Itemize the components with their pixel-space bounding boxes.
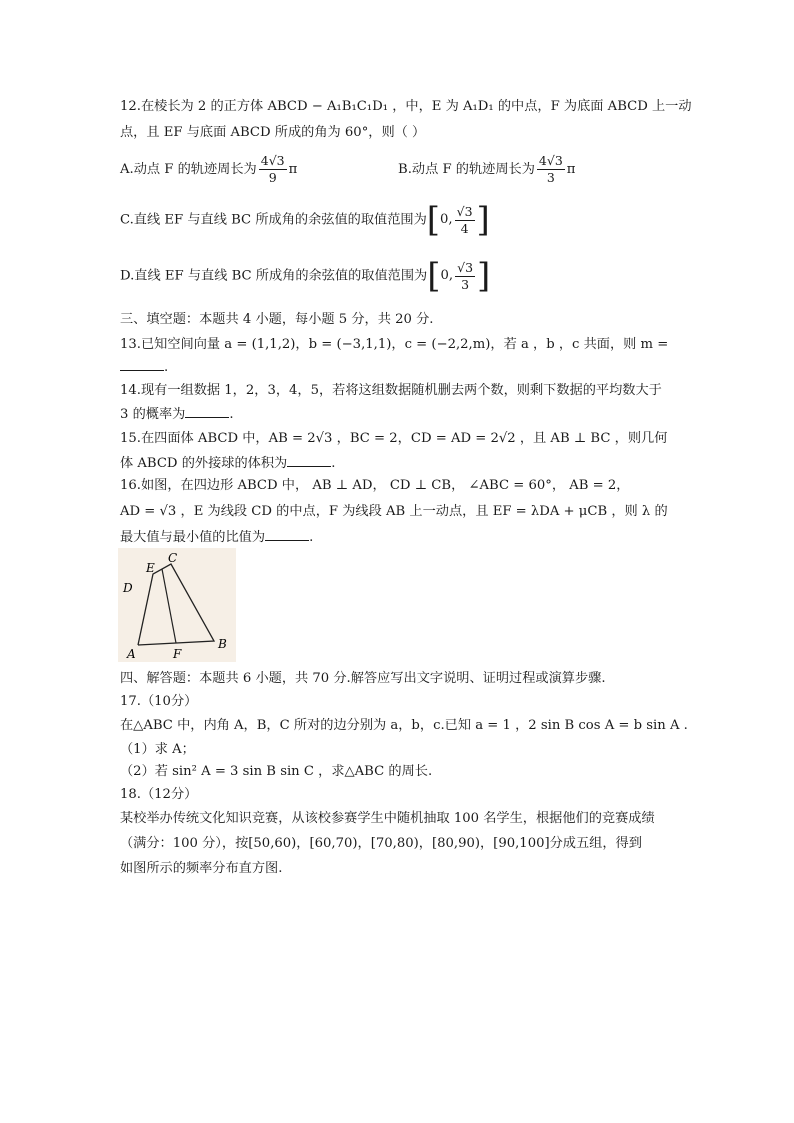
option-b-numerator: 4√3 xyxy=(538,153,563,168)
label-e: E xyxy=(146,561,155,575)
quadrilateral-figure xyxy=(118,548,236,662)
option-b-pi: π xyxy=(566,162,576,177)
q14-line2-text: 3 的概率为 xyxy=(120,407,186,422)
q18-line2: （满分：100 分），按[50,60)，[60,70)，[70,80)，[80,90)，[90,100]分成五组，得到 xyxy=(120,836,642,851)
section3-heading: 三、填空题：本题共 4 小题，每小题 5 分，共 20 分. xyxy=(120,312,434,327)
q13-answer xyxy=(120,358,168,377)
q15-line2: 体 ABCD 的外接球的体积为 . xyxy=(120,456,336,471)
option-b-fraction xyxy=(537,153,565,186)
option-d-text: D.直线 EF 与直线 BC 所成角的余弦值的取值范围为 xyxy=(120,268,428,284)
option-d-left: 0, xyxy=(440,268,454,283)
q15-line2-text: 体 ABCD 的外接球的体积为 xyxy=(120,456,288,471)
q17-line1: 在△ABC 中，内角 A，B，C 所对的边分别为 a，b，c.已知 a = 1 ，2 sin B cos A = b sin A . xyxy=(120,718,688,733)
option-c-interval: [ 0, $\frac{√3}{4}$ ] xyxy=(426,200,490,240)
option-a-numerator: 4√3 xyxy=(260,153,285,168)
option-c-numerator: √3 xyxy=(456,203,473,219)
q16-blank xyxy=(265,528,309,541)
q13-line: 13.已知空间向量 a = (1,1,2)，b = (−3,1,1)，c = (−2,2,m)，若 a ，b ，c 共面，则 m = xyxy=(120,337,669,352)
option-a-fraction xyxy=(259,153,287,186)
q14-line2: 3 的概率为 . xyxy=(120,407,234,422)
option-d-interval: [ 0, $\frac{√3}{3}$ ] xyxy=(427,256,491,296)
q18-line3: 如图所示的频率分布直方图. xyxy=(120,861,283,876)
option-a-denominator: 9 xyxy=(268,170,277,185)
option-c-text: C.直线 EF 与直线 BC 所成角的余弦值的取值范围为 xyxy=(120,212,427,228)
q17-header: 17.（10分） xyxy=(120,694,198,709)
label-c: C xyxy=(168,551,178,565)
label-d: D xyxy=(123,581,133,595)
q13-blank xyxy=(120,358,164,371)
option-b-denominator: 3 xyxy=(546,170,555,185)
q12-line2: 点，且 EF 与底面 ABCD 所成的角为 60°，则（ ） xyxy=(120,125,426,140)
q12-option-c xyxy=(120,200,490,240)
q12-option-a xyxy=(120,153,297,186)
q16-line2: AD = √3 ，E 为线段 CD 的中点，F 为线段 AB 上一动点，且 EF = λDA + μCB ，则 λ 的 xyxy=(120,504,668,519)
option-c-denominator: 4 xyxy=(460,220,469,236)
q13-end: . xyxy=(164,360,169,375)
q14-blank xyxy=(185,405,229,418)
option-a-text: A.动点 F 的轨迹周长为 xyxy=(120,162,257,177)
option-a-pi: π xyxy=(288,162,298,177)
q16-line3: 最大值与最小值的比值为 . xyxy=(120,530,314,545)
label-a: A xyxy=(127,647,136,661)
option-c-left: 0, xyxy=(440,212,453,227)
quadrilateral-diagram xyxy=(118,548,236,662)
q18-line1: 某校举办传统文化知识竞赛，从该校参赛学生中随机抽取 100 名学生，根据他们的竞赛成绩 xyxy=(120,811,655,826)
q14-line1: 14.现有一组数据 1，2，3，4，5，若将这组数据随机删去两个数，则剩下数据的平均数大于 xyxy=(120,383,662,398)
q17-part2: （2）若 sin² A = 3 sin B sin C ，求△ABC 的周长. xyxy=(120,764,433,779)
label-b: B xyxy=(218,637,227,651)
option-d-denominator: 3 xyxy=(461,276,470,292)
q16-line3-text: 最大值与最小值的比值为 xyxy=(120,530,266,545)
q15-line1: 15.在四面体 ABCD 中，AB = 2√3 ，BC = 2，CD = AD = 2√2 ，且 AB ⊥ BC ，则几何 xyxy=(120,431,668,446)
q12-option-b xyxy=(398,153,575,186)
q17-part1: （1）求 A； xyxy=(120,742,195,757)
option-d-numerator: √3 xyxy=(457,259,474,275)
section4-heading: 四、解答题：本题共 6 小题，共 70 分.解答应写出文字说明、证明过程或演算步骤. xyxy=(120,671,606,686)
q15-blank xyxy=(287,454,331,467)
option-b-text: B.动点 F 的轨迹周长为 xyxy=(398,162,535,177)
q18-header: 18.（12分） xyxy=(120,787,198,802)
q12-option-d xyxy=(120,256,491,296)
label-f: F xyxy=(173,647,182,661)
q16-line1: 16.如图，在四边形 ABCD 中， AB ⊥ AD， CD ⊥ CB， ∠ABC = 60°， AB = 2， xyxy=(120,478,630,493)
q12-line1: 12.在棱长为 2 的正方体 ABCD − A₁B₁C₁D₁ ，中，E 为 A₁D₁ 的中点，F 为底面 ABCD 上一动 xyxy=(120,99,692,114)
